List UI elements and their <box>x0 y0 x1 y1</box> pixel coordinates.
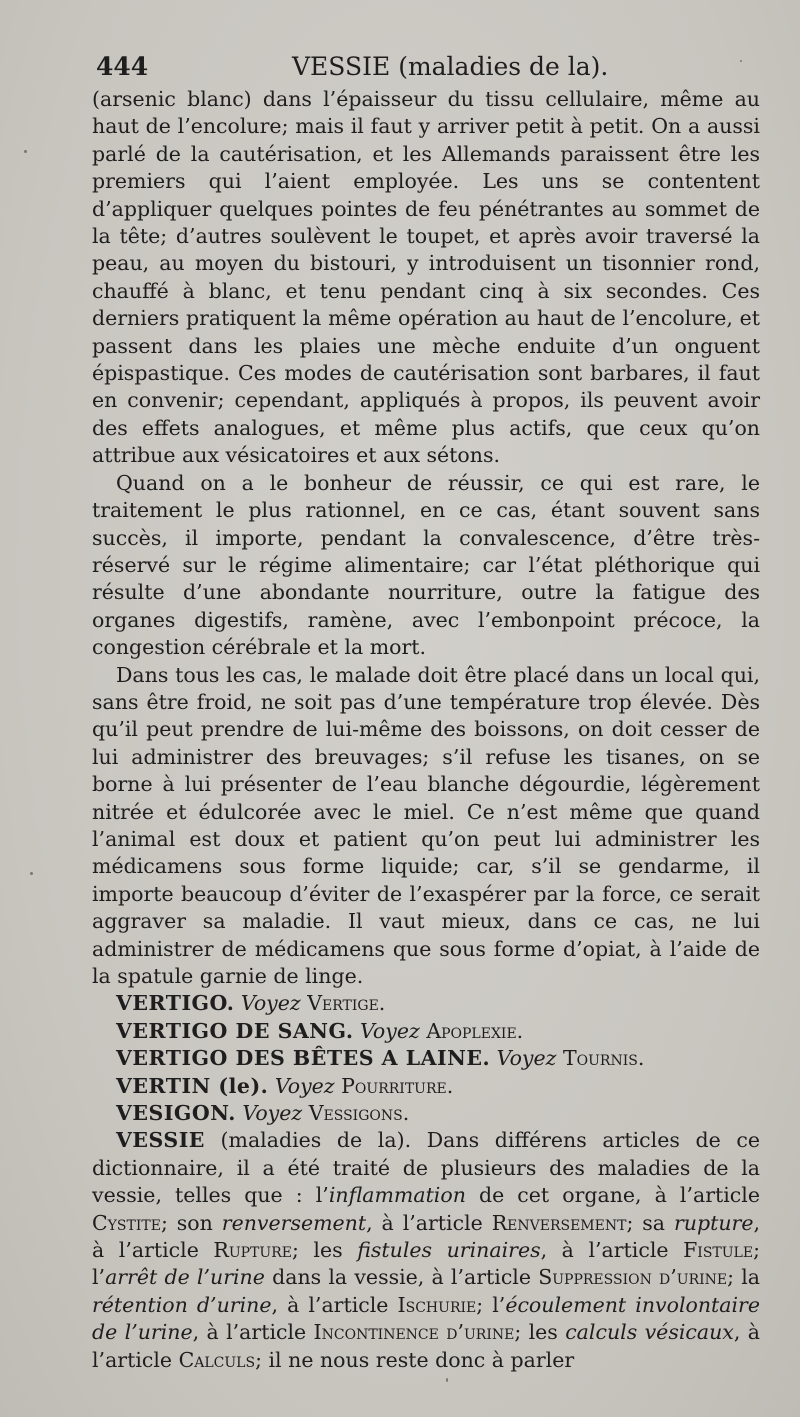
article-reference: Cystite <box>92 1210 161 1235</box>
page-number: 444 <box>96 52 149 81</box>
text-run: , à l’article <box>366 1210 492 1235</box>
entry-headword: VERTIN (le). <box>116 1073 269 1098</box>
italic-term: fistules urinaires <box>357 1238 541 1263</box>
entry-reference: Vessigons. <box>308 1101 410 1126</box>
text-run: ; les <box>291 1238 358 1263</box>
entry-headword: VERTIGO. <box>116 991 235 1016</box>
article-reference: Suppression d’urine <box>538 1265 728 1290</box>
body-text <box>92 86 760 1374</box>
entry-reference: Vertige. <box>307 991 386 1016</box>
italic-term: arrêt de l’urine <box>105 1265 265 1290</box>
entry-headword: VERTIGO DE SANG. <box>116 1018 354 1043</box>
entry-headword: VESIGON. <box>116 1101 236 1126</box>
paragraph-vessie <box>92 1127 760 1374</box>
paragraph-continuation: (arsenic blanc) dans l’épaisseur du tissu cellulaire, même au haut de l’encolure; mais il faut y arriver petit à petit. On a aussi parlé de la cautérisation, et les Allemands paraissent être les premiers qui l’aient employée. Les uns se contentent d’appliquer quelques pointes de feu pénétrantes au sommet de la tête; d’autres soulèvent le toupet, et après avoir traversé la peau, au moyen du bistouri, y introduisent un tisonnier rond, chauffé à blanc, et tenu pendant cinq à six secondes. Ces derniers pratiquent la même opération au haut de l’encolure, et passent dans les plaies une mèche enduite d’un onguent épispastique. Ces modes de cautérisation sont barbares, il faut en convenir; cependant, appliqués à propos, ils peuvent avoir des effets analogues, et même plus actifs, que ceux qu’on attribue aux vésicatoires et aux sétons. <box>92 87 760 468</box>
text-run: ; son <box>160 1210 222 1235</box>
italic-term: rupture <box>673 1210 754 1235</box>
cross-reference-entries <box>92 990 760 1127</box>
text-run: de cet organe, à l’article <box>465 1183 760 1208</box>
entry-voyez: Voyez <box>496 1046 557 1071</box>
entry-voyez: Voyez <box>274 1073 335 1098</box>
entry-vertigo-de-sang <box>92 1018 760 1045</box>
entry-voyez: Voyez <box>240 991 301 1016</box>
entry-vesigon <box>92 1100 760 1127</box>
vessie-headword: VESSIE <box>116 1128 205 1153</box>
article-reference: Renversement <box>491 1210 627 1235</box>
text-run: ; l’ <box>476 1292 506 1317</box>
article-reference: Incontinence d’urine <box>313 1320 515 1345</box>
text-run: ; sa <box>626 1210 674 1235</box>
paper-speck <box>30 872 33 875</box>
paper-speck <box>740 60 742 62</box>
italic-term: rétention d’urine <box>92 1292 272 1317</box>
italic-term: calculs vésicaux <box>565 1320 734 1345</box>
paper-speck <box>446 1378 448 1382</box>
vessie-head-rest: (maladies de la). <box>204 1128 412 1153</box>
text-run: ; les <box>514 1320 566 1345</box>
text-run: ; il ne nous reste donc à parler <box>255 1347 575 1372</box>
paper-speck <box>24 150 27 153</box>
text-run: , à l’article <box>92 1210 760 1263</box>
article-reference: Ischurie <box>397 1292 477 1317</box>
paragraph-convalescence: Quand on a le bonheur de réussir, ce qui est rare, le traitement le plus rationnel, en ce cas, étant souvent sans succès, il importe, pendant la convalescence, d’être très-réservé sur le régime alimentaire; car l’état pléthorique qui résulte d’une abondante nourriture, outre la fatigue des organes digestifs, ramène, avec l’embonpoint précoce, la congestion cérébrale et la mort. <box>92 470 760 660</box>
page-header <box>96 50 760 84</box>
text-run: , à l’article <box>192 1320 314 1345</box>
italic-term: écoulement involontaire de l’urine <box>92 1292 760 1345</box>
entry-voyez: Voyez <box>242 1101 303 1126</box>
entry-reference: Tournis. <box>562 1046 645 1071</box>
text-run: , à l’article <box>271 1292 398 1317</box>
article-reference: Fistule <box>683 1238 754 1263</box>
running-head: VESSIE (maladies de la). <box>292 52 609 81</box>
article-reference: Calculs <box>178 1347 256 1372</box>
entry-reference: Apoplexie. <box>426 1018 524 1043</box>
entry-reference: Pourriture. <box>341 1073 454 1098</box>
entry-voyez: Voyez <box>360 1018 420 1043</box>
entry-headword: VERTIGO DES BÊTES A LAINE. <box>116 1046 491 1071</box>
italic-term: inflammation <box>328 1183 466 1208</box>
text-run: , à l’article <box>540 1238 684 1263</box>
italic-term: renversement <box>221 1210 367 1235</box>
entry-vertigo-des-betes <box>92 1045 760 1072</box>
text-run: dans la vessie, à l’article <box>264 1265 539 1290</box>
text-run: Dans différens articles de ce dictionnaire, il a été traité de plusieurs des maladies de la vessie, telles que : l’ <box>92 1128 760 1208</box>
entry-vertin <box>92 1073 760 1100</box>
text-run: ; la <box>727 1265 761 1290</box>
article-reference: Rupture <box>213 1238 292 1263</box>
text-run: ; l’ <box>92 1238 760 1290</box>
text-run: , à l’article <box>92 1320 760 1372</box>
entry-vertigo <box>92 990 760 1017</box>
paragraph-treatment: Dans tous les cas, le malade doit être placé dans un local qui, sans être froid, ne soit pas d’une température trop élevée. Dès qu’il peut prendre de lui-même des boissons, on doit cesser de lui administrer des breuvages; s’il refuse les tisanes, on se borne à lui présenter de l’eau blanche dégourdie, légèrement nitrée et édulcorée avec le miel. Ce n’est même que quand l’animal est doux et patient qu’on peut lui administrer les médicamens sous forme liquide; car, s’il se gendarme, il importe beaucoup d’éviter de l’exaspérer par la force, ce serait aggraver sa maladie. Il vaut mieux, dans ce cas, ne lui administrer de médicamens que sous forme d’opiat, à l’aide de la spatule garnie de linge. <box>92 662 760 988</box>
